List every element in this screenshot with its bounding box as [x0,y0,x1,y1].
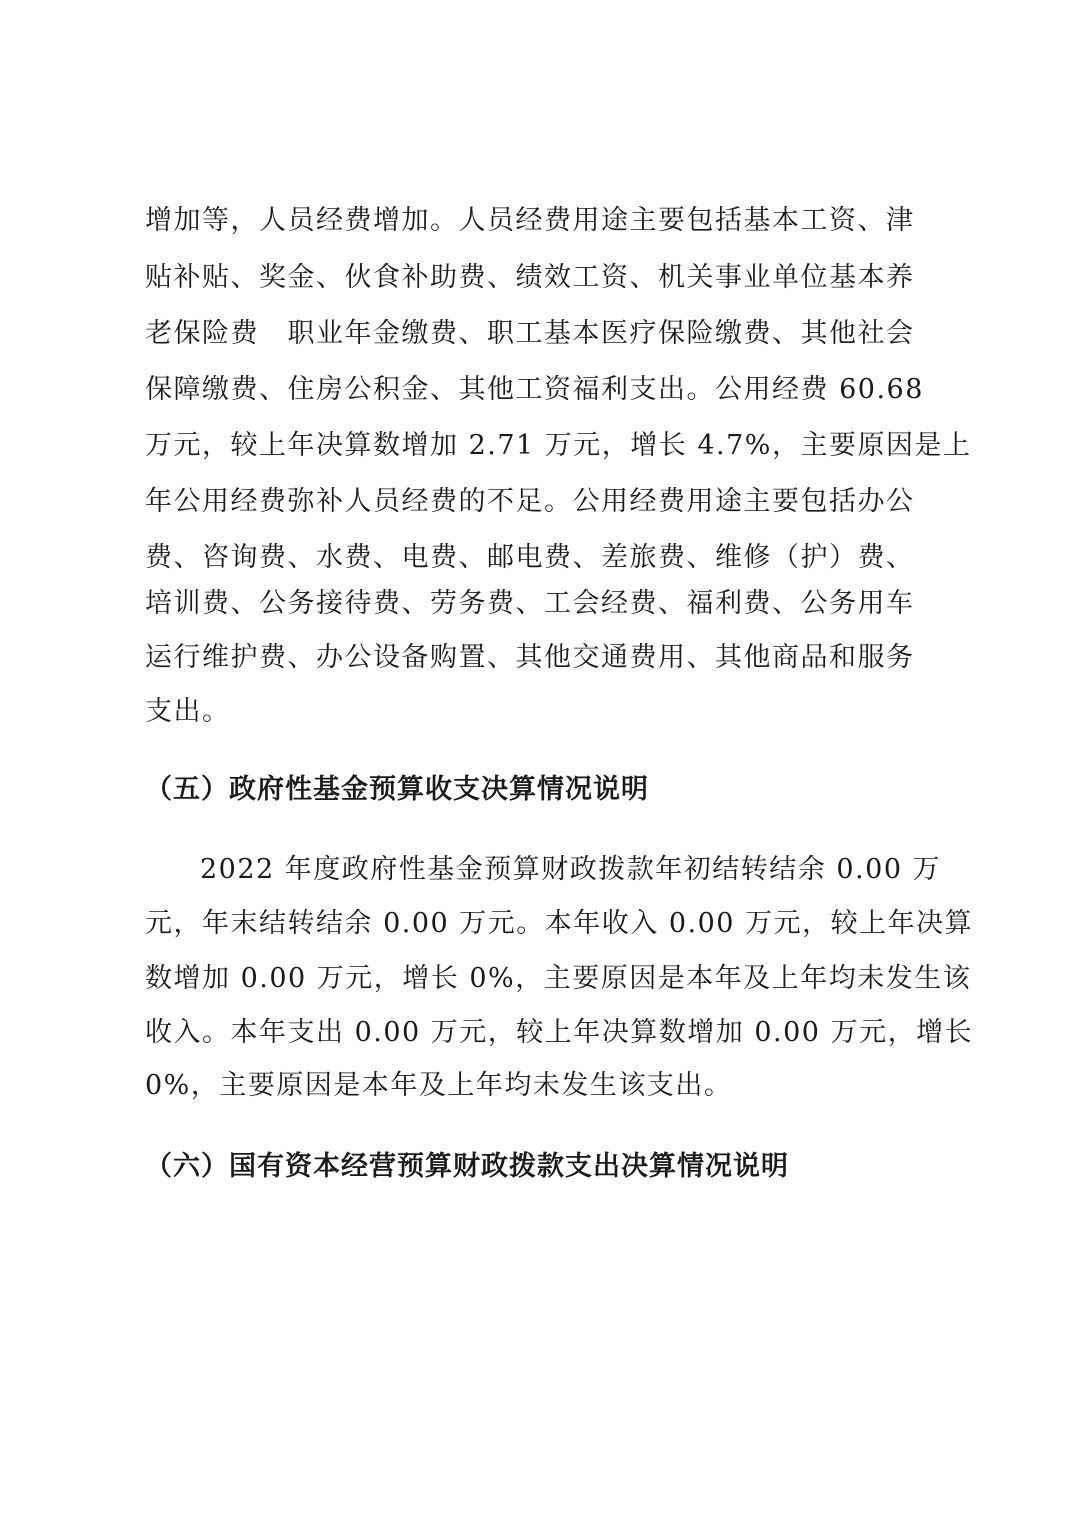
text-line: 万元，较上年决算数增加 2.71 万元，增长 4.7%，主要原因是上 [145,430,972,461]
text-line: 费、咨询费、水费、电费、邮电费、差旅费、维修（护）费、 [145,542,915,573]
text-line: 增加等，人员经费增加。人员经费用途主要包括基本工资、津 [145,205,915,236]
text-line: 数增加 0.00 万元，增长 0%，主要原因是本年及上年均未发生该 [145,963,972,994]
text-line: 支出。 [145,696,231,727]
section-heading-6: （六）国有资本经营预算财政拨款支出决算情况说明 [145,1151,789,1182]
text-line: 贴补贴、奖金、伙食补助费、绩效工资、机关事业单位基本养 [145,262,915,293]
section-heading-5: （五）政府性基金预算收支决算情况说明 [145,774,649,805]
text-line: 0%，主要原因是本年及上年均未发生该支出。 [145,1070,733,1101]
text-line: 保障缴费、住房公积金、其他工资福利支出。公用经费 60.68 [145,374,924,405]
text-line: 年公用经费弥补人员经费的不足。公用经费用途主要包括办公 [145,486,915,517]
text-line: 运行维护费、办公设备购置、其他交通费用、其他商品和服务 [145,642,915,673]
text-line: 2022 年度政府性基金预算财政拨款年初结转结余 0.00 万 [200,854,942,885]
text-line: 收入。本年支出 0.00 万元，较上年决算数增加 0.00 万元，增长 [145,1017,974,1048]
text-line: 老保险费 职业年金缴费、职工基本医疗保险缴费、其他社会 [145,318,915,349]
text-line: 元，年末结转结余 0.00 万元。本年收入 0.00 万元，较上年决算 [145,908,974,939]
text-line: 培训费、公务接待费、劳务费、工会经费、福利费、公务用车 [145,588,915,619]
